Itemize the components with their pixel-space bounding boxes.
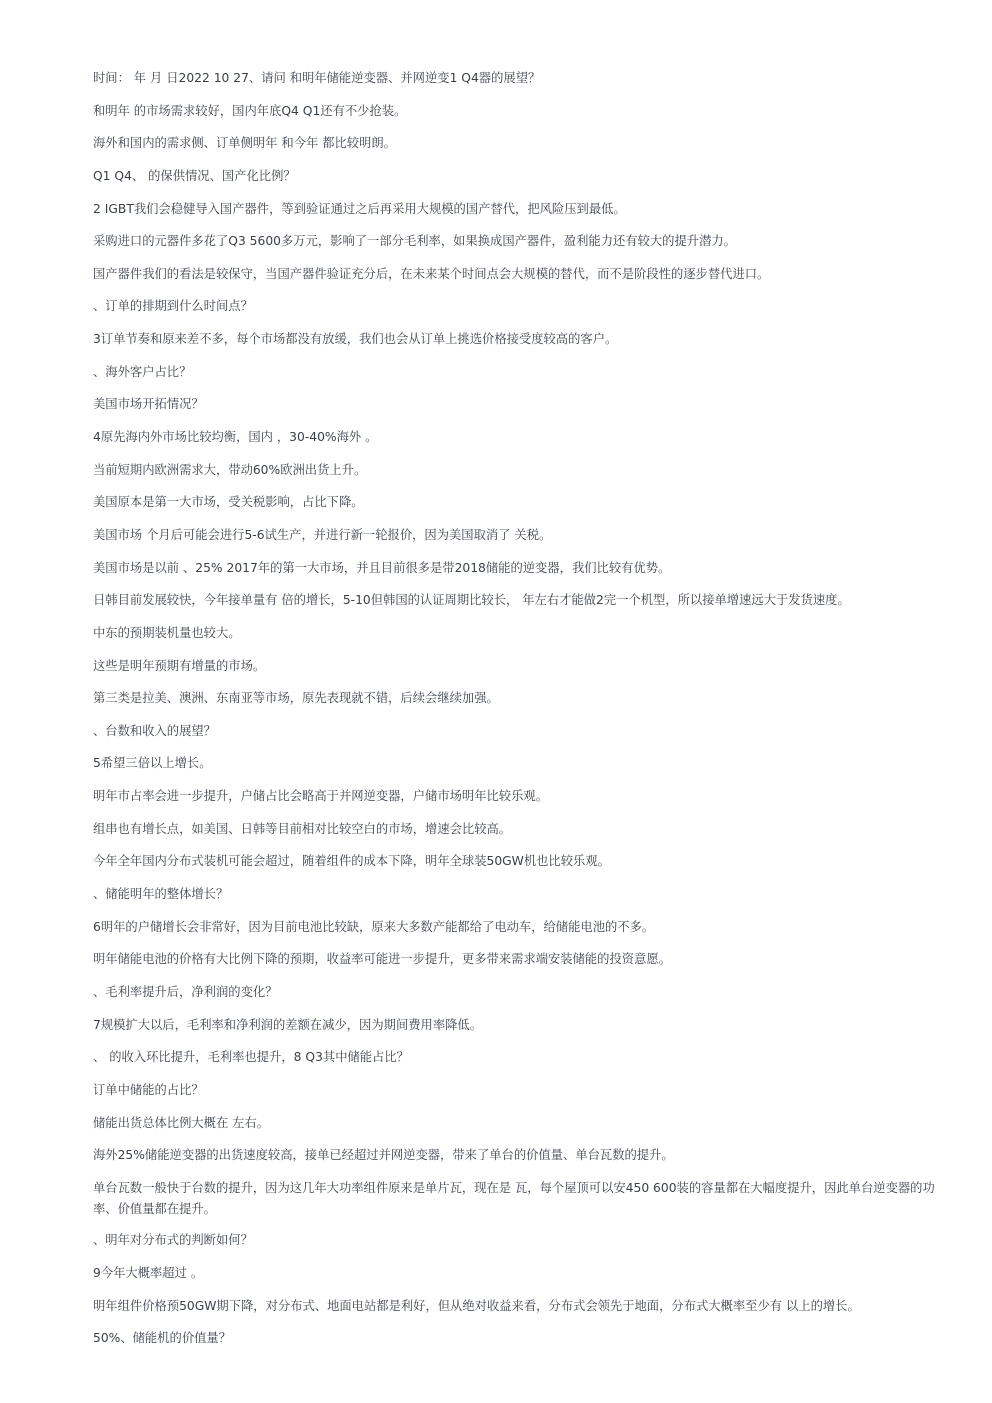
paragraph: 美国市场是以前 、25% 2017年的第一大市场，并且目前很多是带2018储能的逆变器，我们比较有优势。 [93, 560, 671, 575]
paragraph: 7规模扩大以后，毛利率和净利润的差额在减少，因为期间费用率降低。 [93, 1017, 483, 1032]
paragraph: 明年组件价格预50GW期下降，对分布式、地面电站都是利好，但从绝对收益来看，分布式会领先于地面，分布式大概率至少有 以上的增长。 [93, 1298, 860, 1313]
paragraph: 、 的收入环比提升，毛利率也提升，8 Q3其中储能占比？ [93, 1050, 409, 1065]
paragraph: 美国市场 个月后可能会进行5-6试生产，并进行新一轮报价，因为美国取消了 关税。 [93, 527, 552, 542]
paragraph: 6明年的户储增长会非常好，因为目前电池比较缺，原来大多数产能都给了电动车，给储能电池的不多。 [93, 919, 655, 934]
paragraph: 单台瓦数一般快于台数的提升，因为这几年大功率组件原来是单片瓦，现在是 瓦，每个屋顶可以安450 600装的容量都在大幅度提升，因此单台逆变器的功率、价值量都在提升。 [93, 1180, 935, 1216]
paragraph: 采购进口的元器件多花了Q3 5600多万元，影响了一部分毛利率，如果换成国产器件，盈利能力还有较大的提升潜力。 [93, 234, 736, 249]
paragraph: 中东的预期装机量也较大。 [93, 625, 241, 640]
paragraph: 这些是明年预期有增量的市场。 [93, 658, 266, 673]
paragraph: 组串也有增长点，如美国、日韩等目前相对比较空白的市场，增速会比较高。 [93, 821, 512, 836]
paragraph: 、明年对分布式的判断如何？ [93, 1233, 253, 1248]
paragraph: 美国原本是第一大市场，受关税影响，占比下降。 [93, 495, 364, 510]
paragraph: 、海外客户占比？ [93, 364, 192, 379]
paragraph: 2 IGBT我们会稳健导入国产器件，等到验证通过之后再采用大规模的国产替代，把风险压到最低。 [93, 201, 626, 216]
paragraph: 第三类是拉美、澳洲、东南亚等市场，原先表现就不错，后续会继续加强。 [93, 691, 499, 706]
paragraph: 当前短期内欧洲需求大，带动60%欧洲出货上升。 [93, 462, 367, 477]
paragraph: 3订单节奏和原来差不多，每个市场都没有放缓，我们也会从订单上挑选价格接受度较高的客户。 [93, 332, 618, 347]
paragraph: 、毛利率提升后，净利润的变化？ [93, 984, 278, 999]
paragraph: 50%、储能机的价值量？ [93, 1331, 232, 1346]
paragraph: 、储能明年的整体增长？ [93, 887, 229, 902]
paragraph: 今年全年国内分布式装机可能会超过，随着组件的成本下降，明年全球装50GW机也比较乐观。 [93, 854, 610, 869]
paragraph: 美国市场开拓情况？ [93, 397, 204, 412]
paragraph: 海外25%储能逆变器的出货速度较高，接单已经超过并网逆变器，带来了单台的价值量、单台瓦数的提升。 [93, 1148, 674, 1163]
paragraph: 4原先海内外市场比较均衡，国内 ，30-40%海外 。 [93, 430, 378, 445]
paragraph: 储能出货总体比例大概在 左右。 [93, 1115, 270, 1130]
paragraph: 、订单的排期到什么时间点？ [93, 299, 253, 314]
paragraph: 明年储能电池的价格有大比例下降的预期，收益率可能进一步提升，更多带来需求端安装储能的投资意愿。 [93, 952, 671, 967]
paragraph: 、台数和收入的展望？ [93, 723, 216, 738]
paragraph: 日韩目前发展较快，今年接单量有 倍的增长，5-10但韩国的认证周期比较长， 年左右才能做2完一个机型，所以接单增速远大于发货速度。 [93, 593, 850, 608]
paragraph: 国产器件我们的看法是较保守，当国产器件验证充分后，在未来某个时间点会大规模的替代，而不是阶段性的逐步替代进口。 [93, 266, 770, 281]
paragraph: Q1 Q4、 的保供情况、国产化比例？ [93, 168, 296, 183]
paragraph: 9今年大概率超过 。 [93, 1266, 204, 1281]
paragraph: 时间： 年 月 日2022 10 27、请问 和明年储能逆变器、并网逆变1 Q4器的展望？ [93, 71, 541, 85]
paragraph: 订单中储能的占比？ [93, 1082, 204, 1097]
document-body [93, 68, 943, 1361]
paragraph: 5希望三倍以上增长。 [93, 756, 212, 771]
paragraph: 海外和国内的需求侧、订单侧明年 和今年 都比较明朗。 [93, 136, 396, 151]
paragraph: 和明年 的市场需求较好，国内年底Q4 Q1还有不少抢装。 [93, 103, 407, 118]
paragraph: 明年市占率会进一步提升，户储占比会略高于并网逆变器，户储市场明年比较乐观。 [93, 789, 548, 804]
